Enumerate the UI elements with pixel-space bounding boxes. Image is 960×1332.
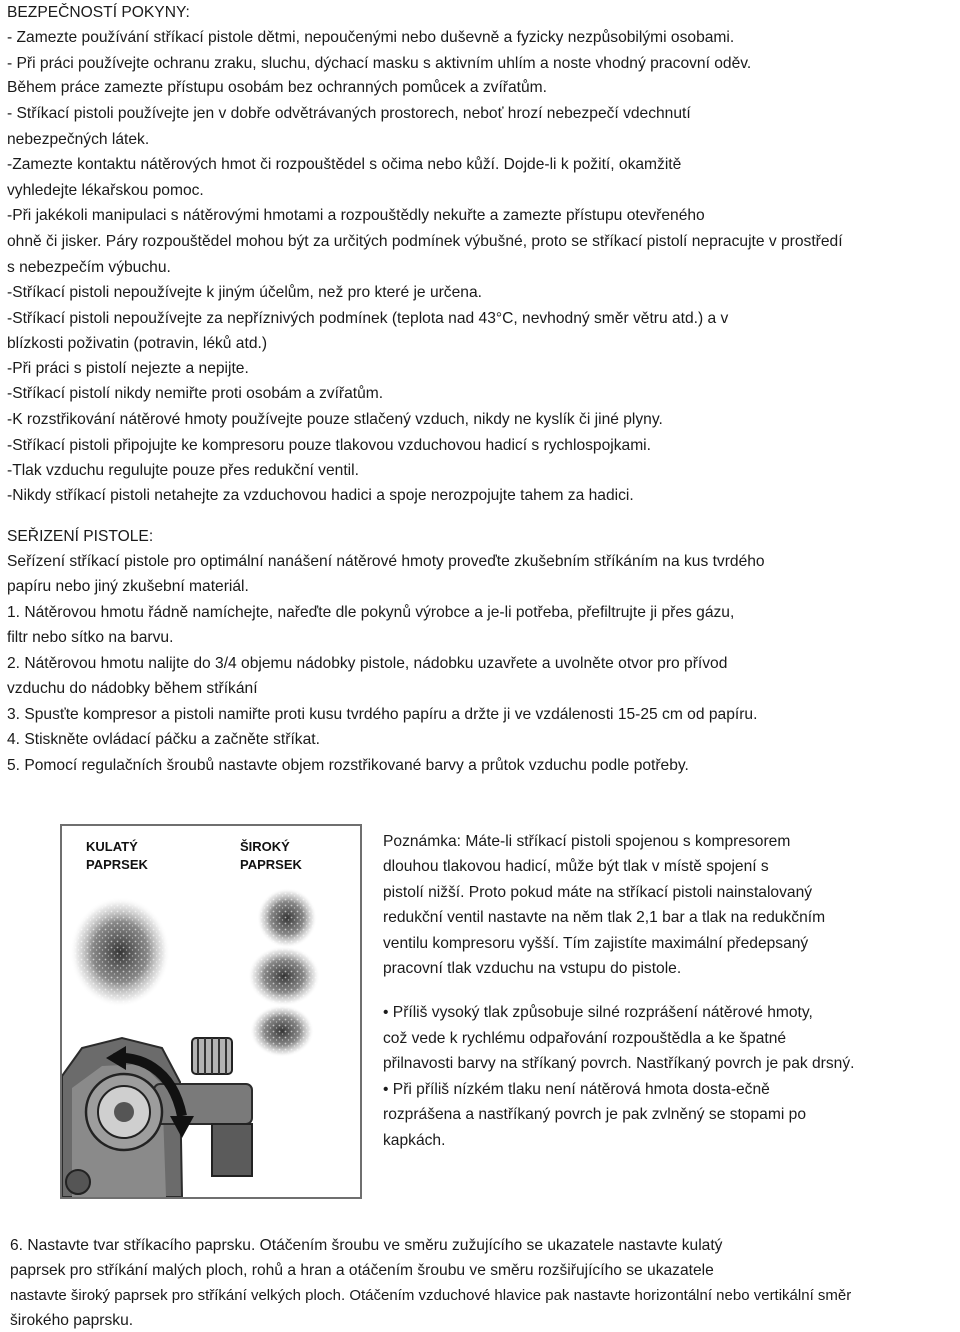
adjustment-line: 2. Nátěrovou hmotu nalijte do 3/4 objemu nádobky pistole, nádobku uzavřete a uvolněte otvor pro přívod	[7, 655, 728, 672]
note-line: Poznámka: Máte-li stříkací pistoli spojenou s kompresorem	[383, 833, 791, 850]
note-line: ventilu kompresoru vyšší. Tím zajistíte maximální předepsaný	[383, 935, 809, 952]
safety-line: ohně či jisker. Páry rozpouštědel mohou být za určitých podmínek výbušné, proto se stříkací pistolí nepracujte v prostředí	[7, 233, 843, 250]
safety-heading: BEZPEČNOSTÍ POKYNY:	[7, 4, 190, 21]
adjustment-heading: SEŘIZENÍ PISTOLE:	[7, 528, 154, 545]
adjustment-line: papíru nebo jiný zkušební materiál.	[7, 578, 249, 595]
safety-line: -Stříkací pistoli připojujte ke kompresoru pouze tlakovou vzduchovou hadicí s rychlospojkami.	[7, 437, 651, 454]
step6-line: širokého paprsku.	[10, 1312, 134, 1329]
safety-line: -K rozstřikování nátěrové hmoty používejte pouze stlačený vzduch, nikdy ne kyslík či jiné plyny.	[7, 411, 663, 428]
wide-pattern-label-line1: ŠIROKÝ	[240, 839, 290, 854]
wide-spray-pattern	[248, 888, 320, 1057]
safety-line: -Stříkací pistoli nepoužívejte za nepříznivých podmínek (teplota nad 43°C, nevhodný směr větru atd.) a v	[7, 310, 729, 327]
note-bullet-line: přilnavosti barvy na stříkaný povrch. Nastříkaný povrch je pak drsný.	[383, 1055, 855, 1072]
safety-line: -Zamezte kontaktu nátěrových hmot či rozpouštědel s očima nebo kůží. Dojde-li k požití, okamžitě	[7, 156, 682, 173]
adjustment-knob	[192, 1038, 232, 1074]
note-bullet-line: což vede k rychlému odpařování rozpouštědla a ke špatné	[383, 1030, 787, 1047]
safety-line: blízkosti poživatin (potravin, léků atd.)	[7, 335, 268, 352]
safety-line: vyhledejte lékařskou pomoc.	[7, 182, 204, 199]
round-spray-pattern	[70, 897, 170, 1007]
note-line: redukční ventil nastavte na něm tlak 2,1 bar a tlak na redukčním	[383, 909, 826, 926]
note-bullet-line: • Při příliš nízkém tlaku není nátěrová hmota dosta-ečně	[383, 1081, 770, 1098]
spray-pattern-illustration	[62, 826, 360, 1197]
spray-head-gear	[86, 1074, 162, 1150]
note-bullet-line: kapkách.	[383, 1132, 446, 1149]
step6-line: paprsek pro stříkání malých ploch, rohů a hran a otáčením šroubu ve směru rozšiřujícího se ukazatele	[10, 1262, 714, 1279]
note-line: dlouhou tlakovou hadicí, může být tlak v místě spojení s	[383, 858, 769, 875]
note-bullet-line: • Příliš vysoký tlak způsobuje silné rozprášení nátěrové hmoty,	[383, 1004, 813, 1021]
round-pattern-label-line1: KULATÝ	[86, 839, 138, 854]
safety-line: -Stříkací pistolí nikdy nemiřte proti osobám a zvířatům.	[7, 385, 384, 402]
safety-line: -Nikdy stříkací pistoli netahejte za vzduchovou hadici a spoje nerozpojujte tahem za hadici.	[7, 487, 634, 504]
safety-line: -Tlak vzduchu regulujte pouze přes redukční ventil.	[7, 462, 359, 479]
safety-line: -Stříkací pistoli nepoužívejte k jiným účelům, než pro které je určena.	[7, 284, 482, 301]
adjustment-line: Seřízení stříkací pistole pro optimální nanášení nátěrové hmoty proveďte zkušebním stříkáním na kus tvrdého	[7, 553, 765, 570]
safety-line: -Při jakékoli manipulaci s nátěrovými hmotami a rozpouštědly nekuřte a zamezte přístupu otevřeného	[7, 207, 705, 224]
spray-pattern-figure	[60, 824, 362, 1199]
safety-line: nebezpečných látek.	[7, 131, 150, 148]
safety-line: s nebezpečím výbuchu.	[7, 259, 171, 276]
adjustment-line: 1. Nátěrovou hmotu řádně namíchejte, nařeďte dle pokynů výrobce a je-li potřeba, přefiltrujte ji přes gázu,	[7, 604, 735, 621]
safety-line: - Stříkací pistoli používejte jen v dobře odvětrávaných prostorech, neboť hrozí nebezpečí vdechnutí	[7, 105, 691, 122]
safety-line: - Zamezte používání stříkací pistole dětmi, nepoučenými nebo duševně a fyzicky nezpůsobilými osobami.	[7, 29, 735, 46]
note-line: pracovní tlak vzduchu na vstupu do pistole.	[383, 960, 682, 977]
safety-line: Během práce zamezte přístupu osobám bez ochranných pomůcek a zvířatům.	[7, 79, 547, 96]
adjustment-line: 4. Stiskněte ovládací páčku a začněte stříkat.	[7, 731, 320, 748]
safety-line: - Při práci používejte ochranu zraku, sluchu, dýchací masku s aktivním uhlím a noste vhodný pracovní oděv.	[7, 55, 752, 72]
step6-line: nastavte široký paprsek pro stříkání velkých ploch. Otáčením vzduchové hlavice pak nastavte horizontální nebo vertikální směr	[10, 1287, 852, 1304]
note-line: pistolí nižší. Proto pokud máte na stříkací pistoli nainstalovaný	[383, 884, 813, 901]
adjustment-line: 3. Spusťte kompresor a pistoli namiřte proti kusu tvrdého papíru a držte ji ve vzdálenosti 15-25 cm od papíru.	[7, 706, 758, 723]
step6-line: 6. Nastavte tvar stříkacího paprsku. Otáčením šroubu ve směru zužujícího se ukazatele nastavte kulatý	[10, 1237, 723, 1254]
adjustment-line: vzduchu do nádobky během stříkání	[7, 680, 258, 697]
safety-line: -Při práci s pistolí nejezte a nepijte.	[7, 360, 249, 377]
spray-gun-illustration	[62, 1038, 252, 1197]
wide-pattern-label-line2: PAPRSEK	[240, 857, 302, 872]
adjustment-line: 5. Pomocí regulačních šroubů nastavte objem rozstřikované barvy a průtok vzduchu podle potřeby.	[7, 757, 689, 774]
note-bullet-line: rozprášena a nastříkaný povrch je pak zvlněný se stopami po	[383, 1106, 806, 1123]
adjustment-line: filtr nebo sítko na barvu.	[7, 629, 174, 646]
round-pattern-label-line2: PAPRSEK	[86, 857, 148, 872]
